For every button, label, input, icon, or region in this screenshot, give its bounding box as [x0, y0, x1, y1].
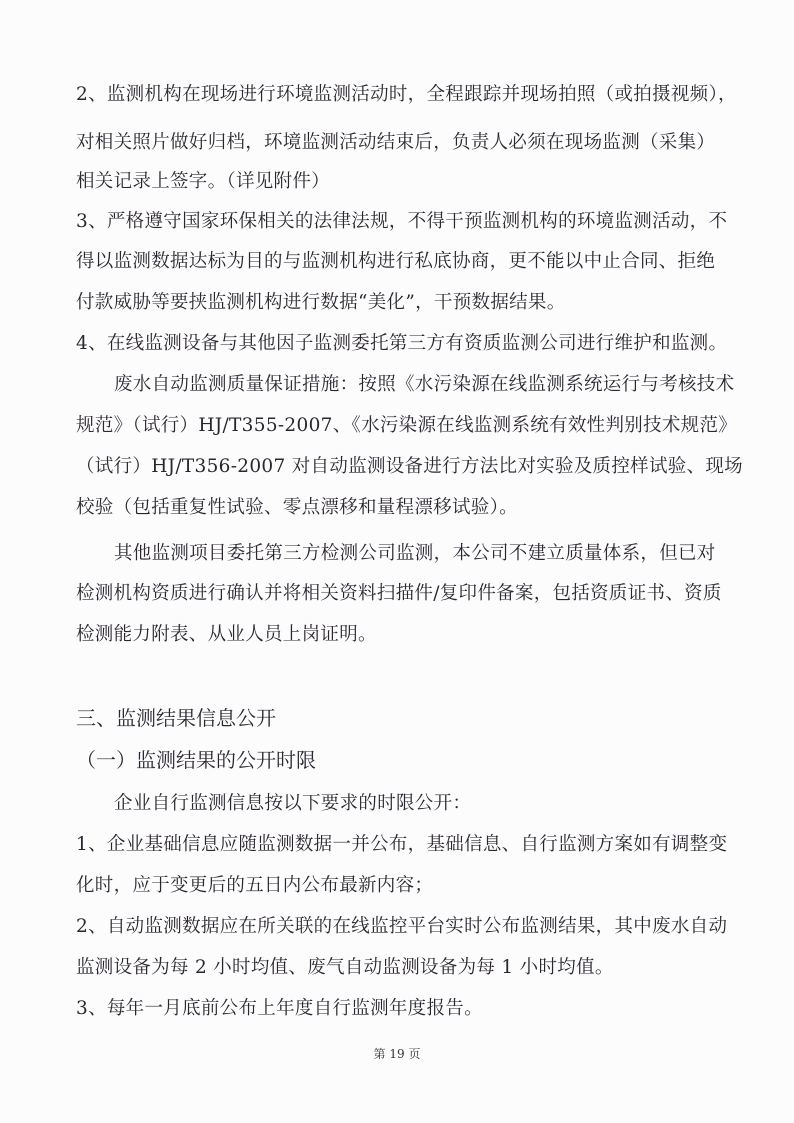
paragraph-line: 检测机构资质进行确认并将相关资料扫描件/复印件备案，包括资质证书、资质 [76, 583, 722, 604]
paragraph-line: 对相关照片做好归档，环境监测活动结束后，负责人必须在现场监测（采集） [76, 132, 716, 153]
paragraph-line: 1、企业基础信息应随监测数据一并公布，基础信息、自行监测方案如有调整变 [76, 834, 728, 855]
paragraph-line: 3、每年一月底前公布上年度自行监测年度报告。 [76, 998, 483, 1019]
paragraph-line: 校验（包括重复性试验、零点漂移和量程漂移试验）。 [76, 497, 518, 518]
paragraph-line: 相关记录上签字。（详见附件） [76, 171, 330, 192]
page-number: 第 19 页 [373, 1047, 421, 1061]
subsection-heading: （一）监测结果的公开时限 [76, 748, 316, 772]
paragraph-line: 废水自动监测质量保证措施：按照《水污染源在线监测系统运行与考核技术 [114, 374, 735, 395]
paragraph-line: 其他监测项目委托第三方检测公司监测，本公司不建立质量体系，但已对 [114, 543, 716, 564]
paragraph-line: 规范》（试行）HJ/T355-2007、《水污染源在线监测系统有效性判别技术规范》 [76, 415, 738, 436]
paragraph-line: 企业自行监测信息按以下要求的时限公开： [114, 793, 472, 814]
paragraph-line: 付款威胁等要挟监测机构进行数据“美化”，干预数据结果。 [76, 292, 566, 313]
paragraph-line: 得以监测数据达标为目的与监测机构进行私底协商，更不能以中止合同、拒绝 [76, 251, 716, 272]
paragraph-line: 2、自动监测数据应在所关联的在线监控平台实时公布监测结果，其中废水自动 [76, 916, 728, 937]
paragraph-line: 化时，应于变更后的五日内公布最新内容； [76, 875, 434, 896]
paragraph-line: 2、监测机构在现场进行环境监测活动时，全程跟踪并现场拍照（或拍摄视频）， [76, 84, 737, 105]
paragraph-line: 监测设备为每 2 小时均值、废气自动监测设备为每 1 小时均值。 [76, 957, 614, 978]
paragraph-line: 3、严格遵守国家环保相关的法律法规，不得干预监测机构的环境监测活动，不 [76, 211, 728, 232]
paragraph-line: （试行）HJ/T356-2007 对自动监测设备进行方法比对实验及质控样试验、现场 [76, 456, 743, 477]
paragraph-line: 检测能力附表、从业人员上岗证明。 [76, 624, 377, 645]
section-heading: 三、监测结果信息公开 [76, 706, 276, 730]
paragraph-line: 4、在线监测设备与其他因子监测委托第三方有资质监测公司进行维护和监测。 [76, 333, 728, 354]
